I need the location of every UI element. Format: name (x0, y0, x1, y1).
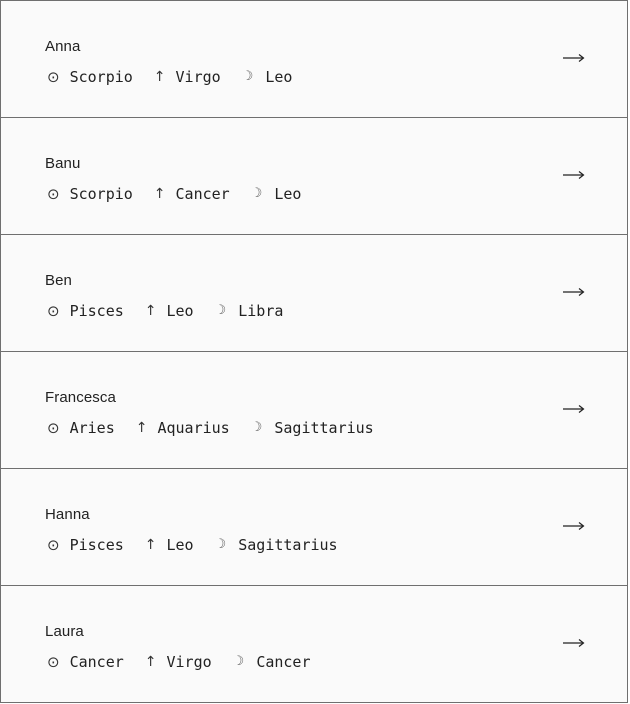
sun-sign-label: Aries (69, 419, 115, 437)
rising-sign-label: Aquarius (157, 419, 230, 437)
sun-sign (47, 651, 124, 673)
rising-arrow-icon: ↑ (135, 420, 148, 436)
moon-sign (233, 651, 311, 673)
rising-sign-label: Virgo (175, 68, 221, 86)
moon-icon: ☽ (214, 303, 227, 318)
moon-sign-label: Cancer (256, 653, 311, 671)
moon-sign (215, 300, 284, 322)
person-name: Laura (45, 623, 84, 640)
arrow-right-icon[interactable] (563, 170, 585, 180)
arrow-right-icon[interactable] (563, 404, 585, 414)
person-row[interactable] (1, 352, 627, 469)
sun-sign-label: Pisces (69, 536, 124, 554)
rising-sign (154, 66, 221, 88)
rising-sign (145, 534, 194, 556)
moon-icon: ☽ (214, 537, 227, 552)
moon-icon: ☽ (250, 186, 263, 201)
moon-sign-label: Sagittarius (274, 419, 374, 437)
arrow-right-icon[interactable] (563, 638, 585, 648)
sign-summary (47, 651, 311, 673)
rising-arrow-icon: ↑ (153, 69, 166, 85)
arrow-right-icon[interactable] (563, 53, 585, 63)
moon-sign (251, 417, 374, 439)
rising-sign (145, 300, 194, 322)
rising-arrow-icon: ↑ (144, 303, 157, 319)
sun-icon: ⊙ (47, 302, 60, 320)
person-row[interactable] (1, 235, 627, 352)
moon-sign-label: Leo (265, 68, 293, 86)
rising-sign-label: Leo (166, 536, 194, 554)
sun-sign (47, 300, 124, 322)
person-name: Anna (45, 38, 81, 55)
sun-sign (47, 183, 133, 205)
moon-icon: ☽ (250, 420, 263, 435)
person-row[interactable] (1, 469, 627, 586)
sun-icon: ⊙ (47, 68, 60, 86)
rising-sign (154, 183, 230, 205)
rising-arrow-icon: ↑ (153, 186, 166, 202)
sun-sign-label: Scorpio (69, 68, 133, 86)
person-row[interactable] (1, 1, 627, 118)
sun-sign-label: Pisces (69, 302, 124, 320)
person-name: Ben (45, 272, 72, 289)
rising-arrow-icon: ↑ (144, 537, 157, 553)
sun-sign-label: Scorpio (69, 185, 133, 203)
sign-summary (47, 417, 374, 439)
rising-sign-label: Cancer (175, 185, 230, 203)
rising-sign-label: Leo (166, 302, 194, 320)
moon-sign-label: Sagittarius (238, 536, 338, 554)
sun-sign (47, 66, 133, 88)
person-name: Banu (45, 155, 81, 172)
moon-sign-label: Libra (238, 302, 284, 320)
sign-summary (47, 183, 301, 205)
sign-summary (47, 534, 338, 556)
moon-sign (251, 183, 302, 205)
rising-sign (136, 417, 230, 439)
arrow-right-icon[interactable] (563, 287, 585, 297)
person-row[interactable] (1, 586, 627, 702)
moon-icon: ☽ (241, 69, 254, 84)
arrow-right-icon[interactable] (563, 521, 585, 531)
sun-icon: ⊙ (47, 419, 60, 437)
moon-icon: ☽ (232, 654, 245, 669)
sign-summary (47, 66, 292, 88)
moon-sign-label: Leo (274, 185, 302, 203)
rising-arrow-icon: ↑ (144, 654, 157, 670)
sun-icon: ⊙ (47, 185, 60, 203)
person-row[interactable] (1, 118, 627, 235)
person-name: Hanna (45, 506, 90, 523)
sun-sign-label: Cancer (69, 653, 124, 671)
rising-sign-label: Virgo (166, 653, 212, 671)
rising-sign (145, 651, 212, 673)
sun-icon: ⊙ (47, 653, 60, 671)
sun-icon: ⊙ (47, 536, 60, 554)
sign-summary (47, 300, 283, 322)
moon-sign (215, 534, 338, 556)
person-name: Francesca (45, 389, 116, 406)
sun-sign (47, 417, 115, 439)
sun-sign (47, 534, 124, 556)
moon-sign (242, 66, 293, 88)
